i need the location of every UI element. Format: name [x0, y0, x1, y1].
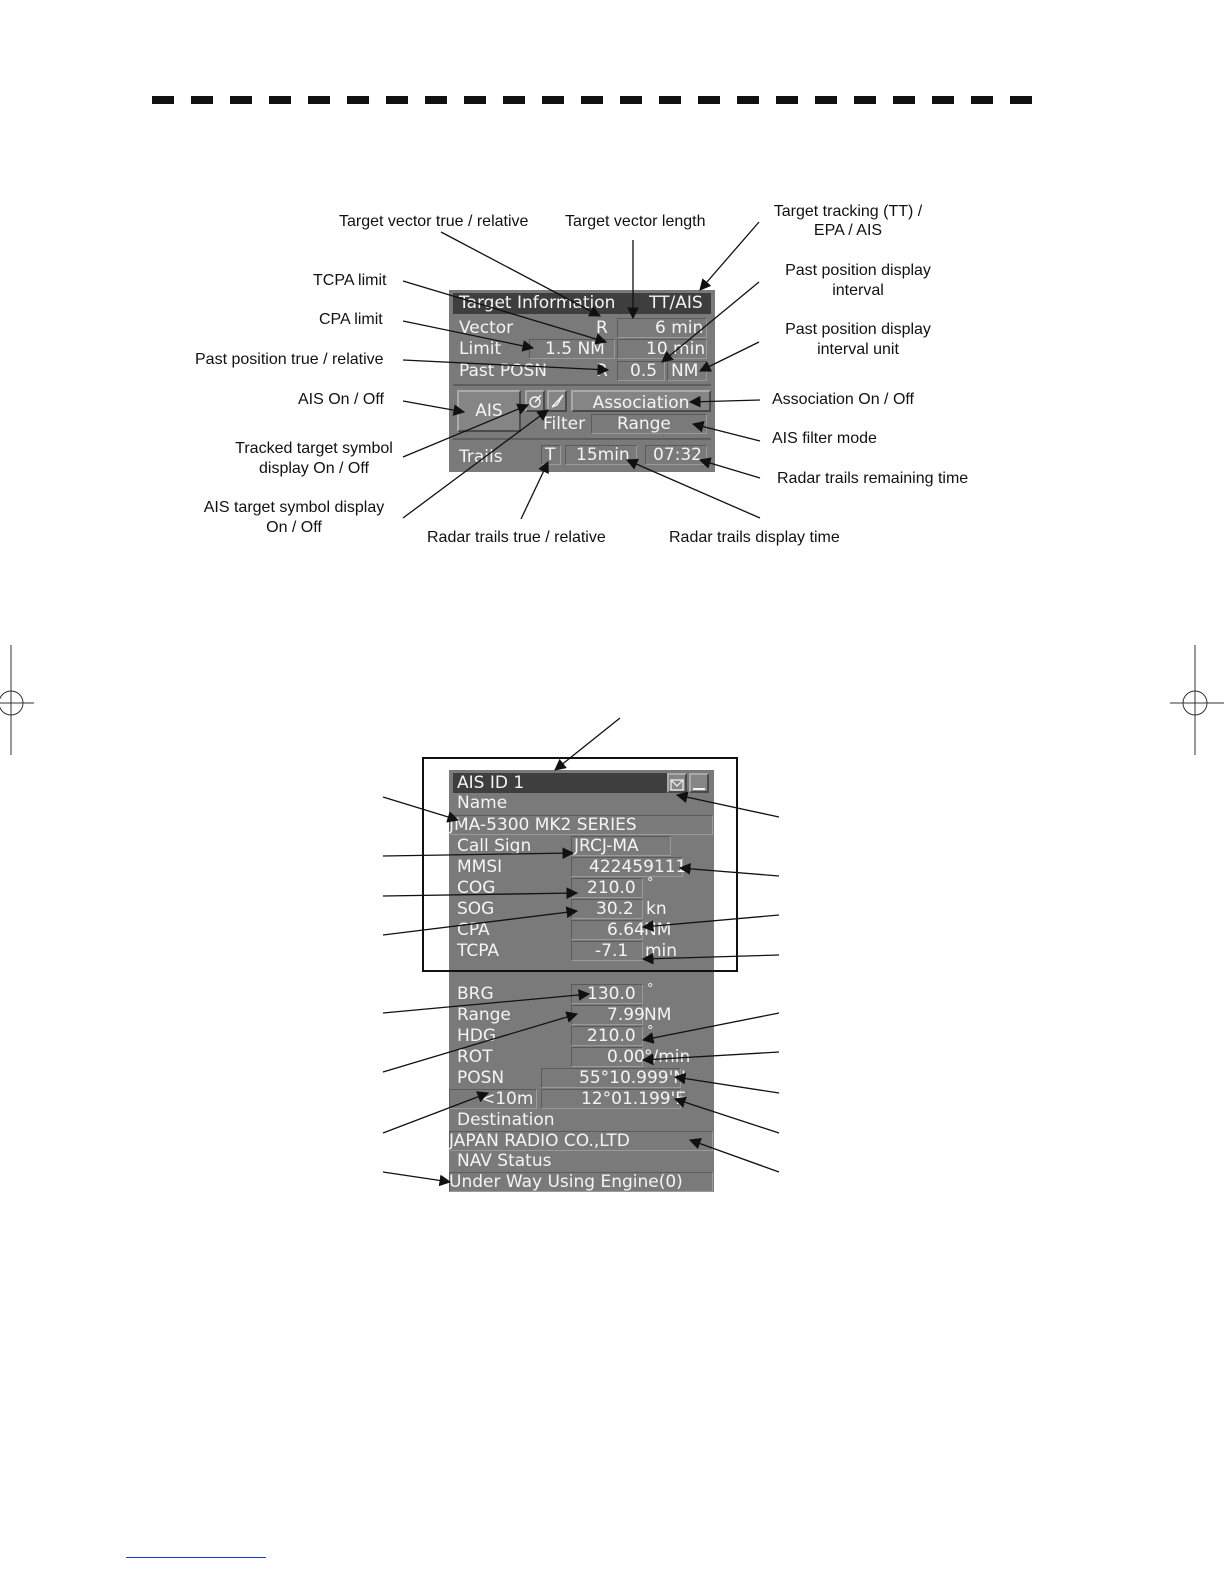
tracking-mode[interactable]: TT/AIS: [649, 293, 703, 313]
tcpa-value: -7.1: [595, 941, 629, 961]
callout-tracked-symbol-line1: Tracked target symbol: [235, 440, 393, 457]
range-unit: NM: [644, 1005, 672, 1025]
sog-unit: kn: [646, 899, 667, 919]
panel-divider: [453, 384, 711, 386]
header-dash-rule: [152, 96, 1036, 104]
sog-label: SOG: [457, 899, 495, 919]
filter-label: Filter: [543, 414, 586, 434]
tcpa-limit[interactable]: 10 min: [646, 339, 706, 359]
nav-status-label: NAV Status: [457, 1151, 552, 1171]
callout-past-interval-line1: Past position display: [785, 262, 931, 279]
callout-vector-mode: Target vector true / relative: [339, 213, 529, 230]
callout-past-unit-line2: interval unit: [817, 341, 899, 358]
callout-tcpa-limit: TCPA limit: [313, 272, 387, 289]
ais-button-label: AIS: [475, 401, 503, 421]
target-information-panel: [449, 290, 715, 472]
callout-ais-filter: AIS filter mode: [772, 430, 877, 447]
dynamic-info-frame: [422, 757, 738, 972]
panel-divider-2: [453, 438, 711, 440]
callout-past-interval-line2: interval: [832, 282, 884, 299]
trails-label: Trails: [459, 447, 503, 467]
vector-mode[interactable]: R: [596, 318, 608, 338]
rot-value: 0.00: [607, 1047, 645, 1067]
callout-past-unit-line1: Past position display: [785, 321, 931, 338]
past-posn-mode[interactable]: R: [596, 361, 608, 381]
callout-trails-mode: Radar trails true / relative: [427, 529, 606, 546]
callout-trails-remaining: Radar trails remaining time: [777, 470, 969, 487]
mmsi-value: 422459111: [589, 857, 687, 877]
limit-label: Limit: [459, 339, 502, 359]
name-label: Name: [457, 793, 508, 813]
ais-id-title: AIS ID 1: [457, 773, 525, 793]
rot-unit: °/min: [644, 1047, 691, 1067]
filter-value[interactable]: Range: [617, 414, 671, 434]
callout-past-mode: Past position true / relative: [195, 351, 384, 368]
ship-name: JMA-5300 MK2 SERIES: [449, 815, 637, 835]
destination-label: Destination: [457, 1110, 555, 1130]
callout-tracking-mode-line1: Target tracking (TT) /: [773, 203, 923, 220]
callout-association: Association On / Off: [772, 391, 914, 408]
ais-button[interactable]: [457, 390, 521, 432]
tcpa-unit: min: [645, 941, 678, 961]
posn-label: POSN: [457, 1068, 505, 1088]
destination-value: JAPAN RADIO CO.,LTD: [449, 1131, 630, 1151]
callout-ais-symbol-line1: AIS target symbol display: [203, 499, 385, 516]
footer-link-rule: [126, 1557, 266, 1558]
cog-unit: °: [647, 876, 654, 891]
association-button[interactable]: [571, 390, 711, 412]
callout-ais-onoff: AIS On / Off: [298, 391, 384, 408]
callout-ais-symbol-line2: On / Off: [266, 519, 322, 536]
hdg-label: HDG: [457, 1026, 497, 1046]
trails-remaining: 07:32: [653, 445, 702, 465]
callout-trails-time: Radar trails display time: [669, 529, 840, 546]
panel-title: Target Information: [459, 293, 616, 313]
cpa-value: 6.64: [607, 920, 645, 940]
mmsi-label: MMSI: [457, 857, 503, 877]
nav-status-value: Under Way Using Engine(0): [449, 1172, 683, 1192]
past-posn-unit[interactable]: NM: [671, 361, 699, 381]
rot-label: ROT: [457, 1047, 493, 1067]
brg-unit: °: [647, 982, 654, 997]
vector-length[interactable]: 6 min: [655, 318, 704, 338]
brg-label: BRG: [457, 984, 494, 1004]
longitude-value: 12°01.199'E: [581, 1089, 687, 1109]
crop-mark-left: [0, 645, 34, 755]
crop-mark-right: [1170, 645, 1224, 755]
cog-label: COG: [457, 878, 496, 898]
cpa-label: CPA: [457, 920, 490, 940]
callsign-label: Call Sign: [457, 836, 532, 856]
past-posn-label: Past POSN: [459, 361, 547, 381]
cpa-unit: NM: [644, 920, 672, 940]
trails-mode[interactable]: T: [545, 445, 556, 465]
cog-value: 210.0: [587, 878, 636, 898]
tracked-symbol-toggle[interactable]: [525, 390, 545, 412]
tracked-target-symbol-icon: [527, 393, 543, 409]
tcpa-label: TCPA: [457, 941, 500, 961]
brg-value: 130.0: [587, 984, 636, 1004]
callout-cpa-limit: CPA limit: [319, 311, 383, 328]
range-value: 7.99: [607, 1005, 645, 1025]
callout-vector-length: Target vector length: [565, 213, 706, 230]
sog-value: 30.2: [596, 899, 634, 919]
cpa-limit[interactable]: 1.5 NM: [545, 339, 605, 359]
ais-symbol-toggle[interactable]: [547, 390, 567, 412]
range-label: Range: [457, 1005, 511, 1025]
callout-tracking-mode-line2: EPA / AIS: [813, 222, 883, 239]
trails-time[interactable]: 15min: [576, 445, 630, 465]
callout-tracked-symbol-line2: display On / Off: [259, 460, 369, 477]
callsign-value: JRCJ-MA: [574, 836, 639, 856]
vector-label: Vector: [459, 318, 514, 338]
association-button-label: Association: [592, 393, 690, 413]
hdg-value: 210.0: [587, 1026, 636, 1046]
hdg-unit: °: [647, 1024, 654, 1039]
accuracy-value: <10m: [481, 1089, 534, 1109]
latitude-value: 55°10.999'N: [579, 1068, 687, 1088]
ais-target-symbol-icon: [549, 393, 565, 409]
past-posn-interval[interactable]: 0.5: [630, 361, 658, 381]
